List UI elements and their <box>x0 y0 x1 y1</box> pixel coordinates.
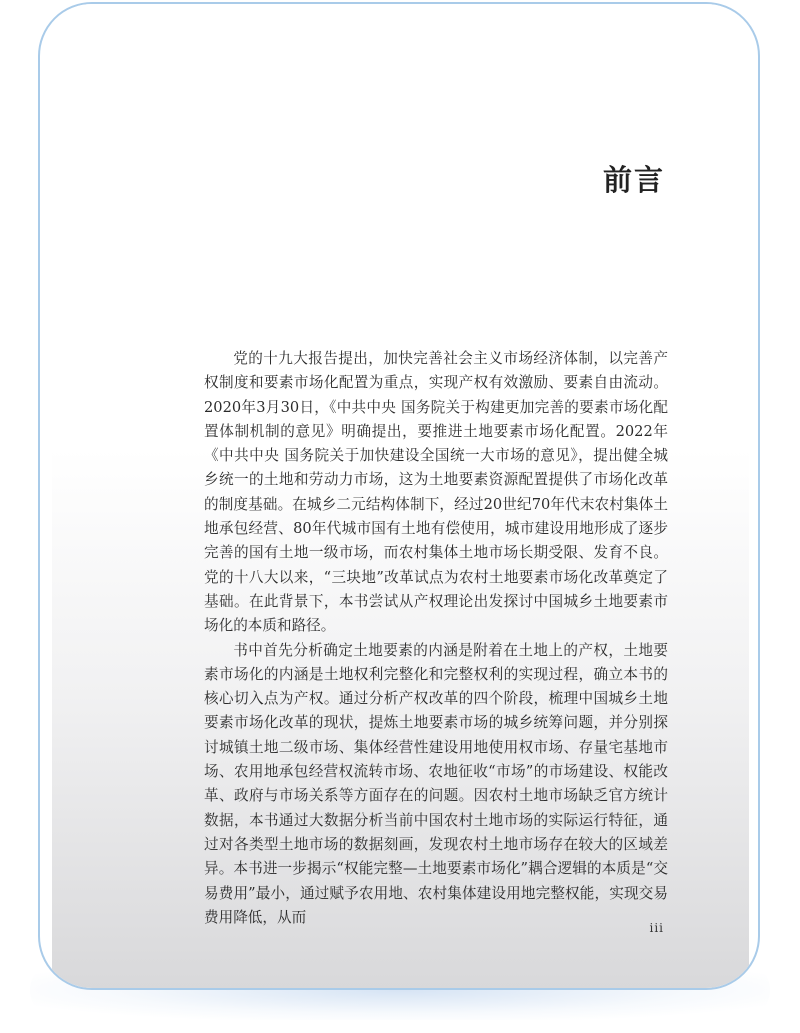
page-number: iii <box>649 921 664 935</box>
page-title: 前言 <box>602 163 665 197</box>
paragraph-1: 党的十九大报告提出，加快完善社会主义市场经济体制，以完善产权制度和要素市场化配置为重点，实现产权有效激励、要素自由流动。2020年3月30日，《中共中央 国务院关于构建更加完善的要素市场化配置体制机制的意见》明确提出，要推进土地要素市场化配置。2022年《中共中央 国务院关于加快建设全国统一大市场的意见》，提出健全城乡统一的土地和劳动力市场，这为土地要素资源配置提供了市场化改革的制度基础。在城乡二元结构体制下，经过20世纪70年代末农村集体土地承包经营、80年代城市国有土地有偿使用，城市建设用地形成了逐步完善的国有土地一级市场，而农村集体土地市场长期受限、发育不良。党的十八大以来，“三块地”改革试点为农村土地要素市场化改革奠定了基础。在此背景下，本书尝试从产权理论出发探讨中国城乡土地要素市场化的本质和路径。 <box>204 350 668 635</box>
page-frame <box>38 2 760 990</box>
body-text <box>204 347 668 930</box>
paragraph-2: 书中首先分析确定土地要素的内涵是附着在土地上的产权，土地要素市场化的内涵是土地权利完整化和完整权利的实现过程，确立本书的核心切入点为产权。通过分析产权改革的四个阶段，梳理中国城乡土地要素市场化改革的现状，提炼土地要素市场的城乡统筹问题，并分别探讨城镇土地二级市场、集体经营性建设用地使用权市场、存量宅基地市场、农用地承包经营权流转市场、农地征收“市场”的市场建设、权能改革、政府与市场关系等方面存在的问题。因农村土地市场缺乏官方统计数据，本书通过大数据分析当前中国农村土地市场的实际运行特征，通过对各类型土地市场的数据刻画，发现农村土地市场存在较大的区域差异。本书进一步揭示“权能完整—土地要素市场化”耦合逻辑的本质是“交易费用”最小，通过赋予农用地、农村集体建设用地完整权能，实现交易费用降低，从而 <box>204 641 668 926</box>
document-page <box>52 4 749 990</box>
